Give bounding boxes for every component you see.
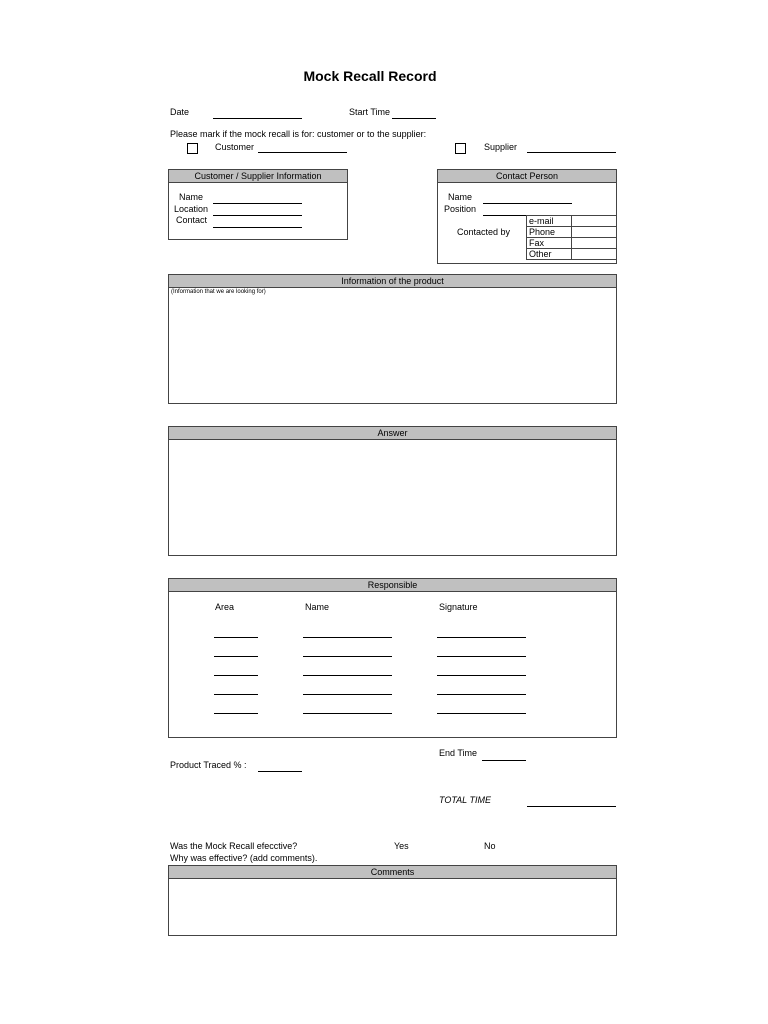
col-name-label: Name	[305, 602, 330, 612]
area-field[interactable]	[214, 694, 258, 695]
signature-field[interactable]	[437, 675, 526, 676]
page-title: Mock Recall Record	[303, 68, 437, 84]
signature-field[interactable]	[437, 656, 526, 657]
cs-contact-label: Contact	[176, 215, 208, 225]
method-fax-field[interactable]	[572, 238, 617, 249]
method-phone-label: Phone	[527, 227, 572, 238]
cs-contact-field[interactable]	[213, 227, 302, 228]
supplier-field[interactable]	[527, 152, 616, 153]
customer-label: Customer	[215, 142, 255, 152]
date-field[interactable]	[213, 118, 302, 119]
area-field[interactable]	[214, 675, 258, 676]
cs-name-field[interactable]	[213, 203, 302, 204]
customer-supplier-info-heading: Customer / Supplier Information	[169, 170, 347, 183]
name-field[interactable]	[303, 675, 392, 676]
product-info-note: (Information that we are looking for)	[171, 289, 266, 295]
method-email-field[interactable]	[572, 216, 617, 227]
start-time-field[interactable]	[392, 118, 436, 119]
supplier-label: Supplier	[484, 142, 518, 152]
area-field[interactable]	[214, 656, 258, 657]
customer-checkbox[interactable]	[187, 143, 198, 154]
comments-box[interactable]	[168, 865, 617, 936]
why-question: Why was effective? (add comments).	[170, 853, 318, 863]
cp-name-field[interactable]	[483, 203, 572, 204]
answer-box[interactable]	[168, 426, 617, 556]
cs-location-label: Location	[174, 204, 209, 214]
cp-position-label: Position	[444, 204, 477, 214]
start-time-label: Start Time	[349, 107, 391, 117]
product-traced-field[interactable]	[258, 771, 302, 772]
area-field[interactable]	[214, 637, 258, 638]
total-time-label: TOTAL TIME	[439, 795, 492, 805]
date-label: Date	[170, 107, 190, 117]
responsible-heading: Responsible	[169, 579, 616, 592]
method-email-label: e-mail	[527, 216, 572, 227]
product-info-box[interactable]	[168, 274, 617, 404]
contact-person-heading: Contact Person	[438, 170, 616, 183]
end-time-field[interactable]	[482, 760, 526, 761]
customer-supplier-info-box	[168, 169, 348, 240]
signature-field[interactable]	[437, 713, 526, 714]
method-other-field[interactable]	[572, 249, 617, 260]
col-area-label: Area	[215, 602, 235, 612]
signature-field[interactable]	[437, 637, 526, 638]
method-phone-field[interactable]	[572, 227, 617, 238]
cs-name-label: Name	[179, 192, 204, 202]
name-field[interactable]	[303, 713, 392, 714]
product-info-heading: Information of the product	[169, 275, 616, 288]
comments-heading: Comments	[169, 866, 616, 879]
customer-field[interactable]	[258, 152, 347, 153]
method-other-label: Other	[527, 249, 572, 260]
product-traced-label: Product Traced % :	[170, 760, 247, 770]
cp-position-field[interactable]	[483, 215, 527, 216]
end-time-label: End Time	[439, 748, 478, 758]
no-option[interactable]: No	[484, 841, 496, 851]
name-field[interactable]	[303, 637, 392, 638]
cp-name-label: Name	[448, 192, 473, 202]
mark-instruction: Please mark if the mock recall is for: customer or to the supplier:	[170, 129, 427, 139]
area-field[interactable]	[214, 713, 258, 714]
method-fax-label: Fax	[527, 238, 572, 249]
yes-option[interactable]: Yes	[394, 841, 409, 851]
supplier-checkbox[interactable]	[455, 143, 466, 154]
contact-methods-table	[526, 215, 617, 260]
cs-location-field[interactable]	[213, 215, 302, 216]
effective-question: Was the Mock Recall efecctive?	[170, 841, 298, 851]
total-time-field[interactable]	[527, 806, 616, 807]
signature-field[interactable]	[437, 694, 526, 695]
contacted-by-label: Contacted by	[457, 227, 511, 237]
answer-heading: Answer	[169, 427, 616, 440]
responsible-box	[168, 578, 617, 738]
name-field[interactable]	[303, 656, 392, 657]
name-field[interactable]	[303, 694, 392, 695]
col-signature-label: Signature	[439, 602, 478, 612]
